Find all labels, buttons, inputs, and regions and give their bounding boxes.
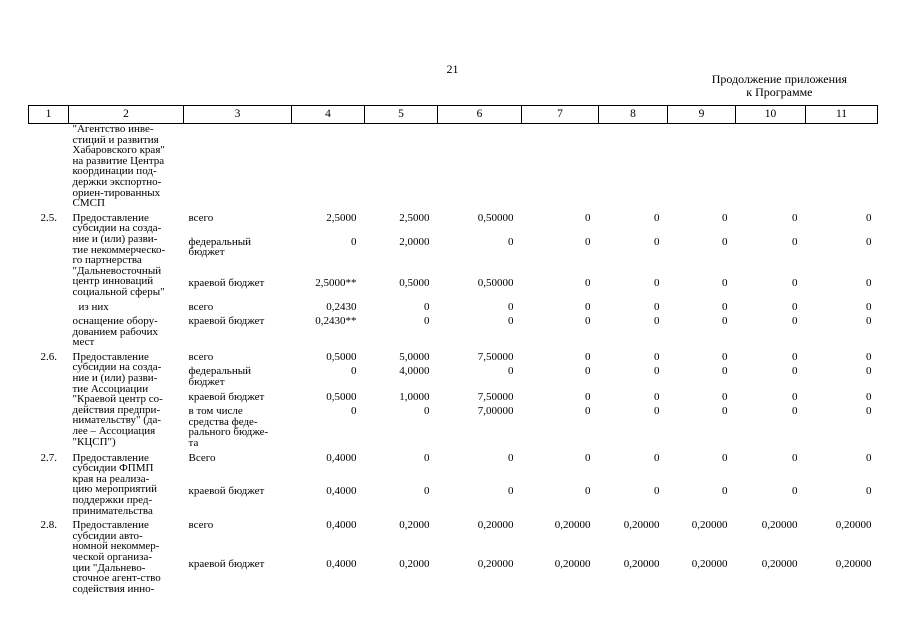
table-row [29,520,878,559]
item-name-cell: Предоставление субсидии авто- номной некоммер- ческой организа- ции "Дальнево- сточное агент-ство содействия инно- [72,519,161,595]
value-cell: 4,0000 [399,365,430,378]
value-cell: 0 [585,405,591,418]
item-name-cell: оснащение обору- дованием рабочих мест [72,315,159,349]
value-cell: 0 [585,390,591,403]
value-cell: 0,2000 [399,558,430,571]
value-cell: 0 [792,235,798,248]
value-cell: 0,20000 [835,558,872,571]
value-cell: 0 [508,485,514,498]
value-cell: 0,5000 [399,276,430,289]
table-row [29,453,878,487]
item-number-cell: 2.7. [40,451,57,464]
value-cell: 0 [508,451,514,464]
value-cell: 0 [792,315,798,328]
value-cell: 0 [722,300,728,313]
value-cell: 0,50000 [477,276,514,289]
value-cell: 0 [508,315,514,328]
empty-cell [522,124,599,213]
col-header: 8 [599,106,668,124]
empty-cell [365,124,438,213]
value-cell: 0 [654,276,660,289]
value-cell: 0 [654,315,660,328]
value-cell: 0 [722,451,728,464]
value-cell: 0 [585,276,591,289]
col-header: 1 [29,106,69,124]
value-cell: 0 [866,451,872,464]
value-cell: 0,4000 [326,558,357,571]
empty-cell [292,124,365,213]
table-row [29,316,878,352]
value-cell: 2,0000 [399,235,430,248]
table-row [29,352,878,367]
value-cell: 0 [866,315,872,328]
funding-source-cell: краевой бюджет [188,276,265,289]
table-row [29,124,878,213]
value-cell: 0 [866,485,872,498]
value-cell: 2,5000** [315,276,357,289]
value-cell: 0 [585,365,591,378]
value-cell: 0,20000 [623,558,660,571]
value-cell: 0 [722,390,728,403]
value-cell: 0 [792,211,798,224]
value-cell: 0 [654,350,660,363]
funding-source-cell: федеральный бюджет [188,235,251,259]
table-row [29,302,878,317]
col-header: 10 [736,106,806,124]
value-cell: 0 [866,300,872,313]
funding-source-cell: в том числе средства феде- рального бюдже- та [188,405,269,450]
col-header: 2 [69,106,184,124]
empty-cell [806,124,878,213]
value-cell: 0,4000 [326,485,357,498]
item-number-cell: 2.6. [40,350,57,363]
value-cell: 5,0000 [399,350,430,363]
program-table [28,105,878,598]
value-cell: 0 [722,365,728,378]
value-cell: 0,2000 [399,519,430,532]
col-header: 6 [438,106,522,124]
value-cell: 0 [722,350,728,363]
continuation-line-2: к Программе [746,85,813,99]
value-cell: 0 [351,235,357,248]
value-cell: 0,2430** [315,315,357,328]
value-cell: 0 [792,365,798,378]
funding-source-cell: краевой бюджет [188,315,265,328]
value-cell: 7,00000 [477,405,514,418]
value-cell: 0 [722,276,728,289]
page-number: 21 [446,62,459,76]
value-cell: 0 [585,211,591,224]
value-cell: 0,20000 [761,519,798,532]
funding-source-cell: федеральный бюджет [188,365,251,389]
value-cell: 0,50000 [477,211,514,224]
item-number-cell: 2.8. [40,519,57,532]
value-cell: 0,5000 [326,350,357,363]
value-cell: 0 [866,350,872,363]
funding-source-cell: всего [188,211,214,224]
column-number-header [29,106,878,124]
value-cell: 0 [585,451,591,464]
value-cell: 0 [654,390,660,403]
item-number-cell: 2.5. [40,211,57,224]
value-cell: 0,20000 [477,558,514,571]
col-header: 4 [292,106,365,124]
funding-source-cell: всего [188,300,214,313]
value-cell: 0 [792,300,798,313]
value-cell: 0,5000 [326,390,357,403]
value-cell: 0 [654,451,660,464]
empty-cell [736,124,806,213]
value-cell: 0 [722,405,728,418]
value-cell: 0 [654,365,660,378]
value-cell: 0,2430 [326,300,357,313]
table-body [29,124,878,599]
value-cell: 2,5000 [326,211,357,224]
value-cell: 0 [654,235,660,248]
item-number-cell [29,316,69,352]
funding-source-cell: краевой бюджет [188,390,265,403]
value-cell: 0 [585,235,591,248]
empty-cell [668,124,736,213]
item-name-cell: Предоставление субсидии на созда- ние и (или) разви- тие некоммерческо- го партнерства "Дальневосточный центр инноваций социальной сферы" [72,211,166,298]
value-cell: 0 [866,390,872,403]
value-cell: 0,20000 [691,519,728,532]
value-cell: 0 [722,235,728,248]
value-cell: 0 [866,365,872,378]
item-number-cell [29,124,69,213]
item-name-cell: Предоставление субсидии ФПМП края на реализа- цию мероприятий поддержки пред- принимательства [72,451,157,517]
value-cell: 0 [866,405,872,418]
value-cell: 0 [866,235,872,248]
table-row [29,213,878,237]
item-name-cell: Предоставление субсидии на созда- ние и (или) разви- тие Ассоциации "Краевой центр со- действия предпри- нимательству" (да- лее – Ассоциация "КЦСП") [72,350,163,448]
col-header: 9 [668,106,736,124]
continuation-note [712,73,847,99]
value-cell: 0 [585,300,591,313]
value-cell: 0 [654,485,660,498]
empty-cell [438,124,522,213]
value-cell: 0 [424,300,430,313]
value-cell: 0 [792,390,798,403]
value-cell: 0,4000 [326,519,357,532]
value-cell: 0 [654,211,660,224]
value-cell: 0 [722,315,728,328]
value-cell: 0 [792,350,798,363]
value-cell: 0 [654,300,660,313]
continuation-line-1: Продолжение приложения [711,72,847,86]
value-cell: 2,5000 [399,211,430,224]
value-cell: 0 [654,405,660,418]
empty-cell [599,124,668,213]
value-cell: 0 [585,485,591,498]
item-name-cell: "Агентство инве- стиций и развития Хабаровского края" на развитие Центра координации под- держки экспортно- ориен-тированных СМСП [72,123,165,210]
funding-source-cell: всего [188,519,214,532]
funding-source-cell: всего [188,350,214,363]
value-cell: 0,20000 [623,519,660,532]
value-cell: 0 [351,405,357,418]
value-cell: 0,20000 [835,519,872,532]
value-cell: 0 [508,235,514,248]
col-header: 5 [365,106,438,124]
value-cell: 0,4000 [326,451,357,464]
value-cell: 0 [866,211,872,224]
value-cell: 0 [351,365,357,378]
value-cell: 0,20000 [554,519,591,532]
value-cell: 0 [722,485,728,498]
item-name-cell: из них [78,300,109,313]
item-number-cell [29,302,69,317]
value-cell: 7,50000 [477,390,514,403]
value-cell: 0 [792,405,798,418]
col-header: 3 [184,106,292,124]
value-cell: 0 [508,365,514,378]
col-header: 7 [522,106,599,124]
col-header: 11 [806,106,878,124]
value-cell: 0 [792,485,798,498]
value-cell: 0 [585,315,591,328]
funding-source-cell: Всего [188,451,216,464]
value-cell: 0 [585,350,591,363]
value-cell: 0 [792,451,798,464]
value-cell: 0,20000 [761,558,798,571]
empty-cell [184,124,292,213]
value-cell: 0 [722,211,728,224]
value-cell: 0 [424,405,430,418]
value-cell: 0,20000 [554,558,591,571]
value-cell: 0,20000 [477,519,514,532]
value-cell: 0 [424,315,430,328]
value-cell: 0,20000 [691,558,728,571]
value-cell: 0 [866,276,872,289]
value-cell: 0 [424,451,430,464]
value-cell: 0 [792,276,798,289]
value-cell: 0 [508,300,514,313]
funding-source-cell: краевой бюджет [188,485,265,498]
funding-source-cell: краевой бюджет [188,558,265,571]
value-cell: 1,0000 [399,390,430,403]
value-cell: 0 [424,485,430,498]
value-cell: 7,50000 [477,350,514,363]
